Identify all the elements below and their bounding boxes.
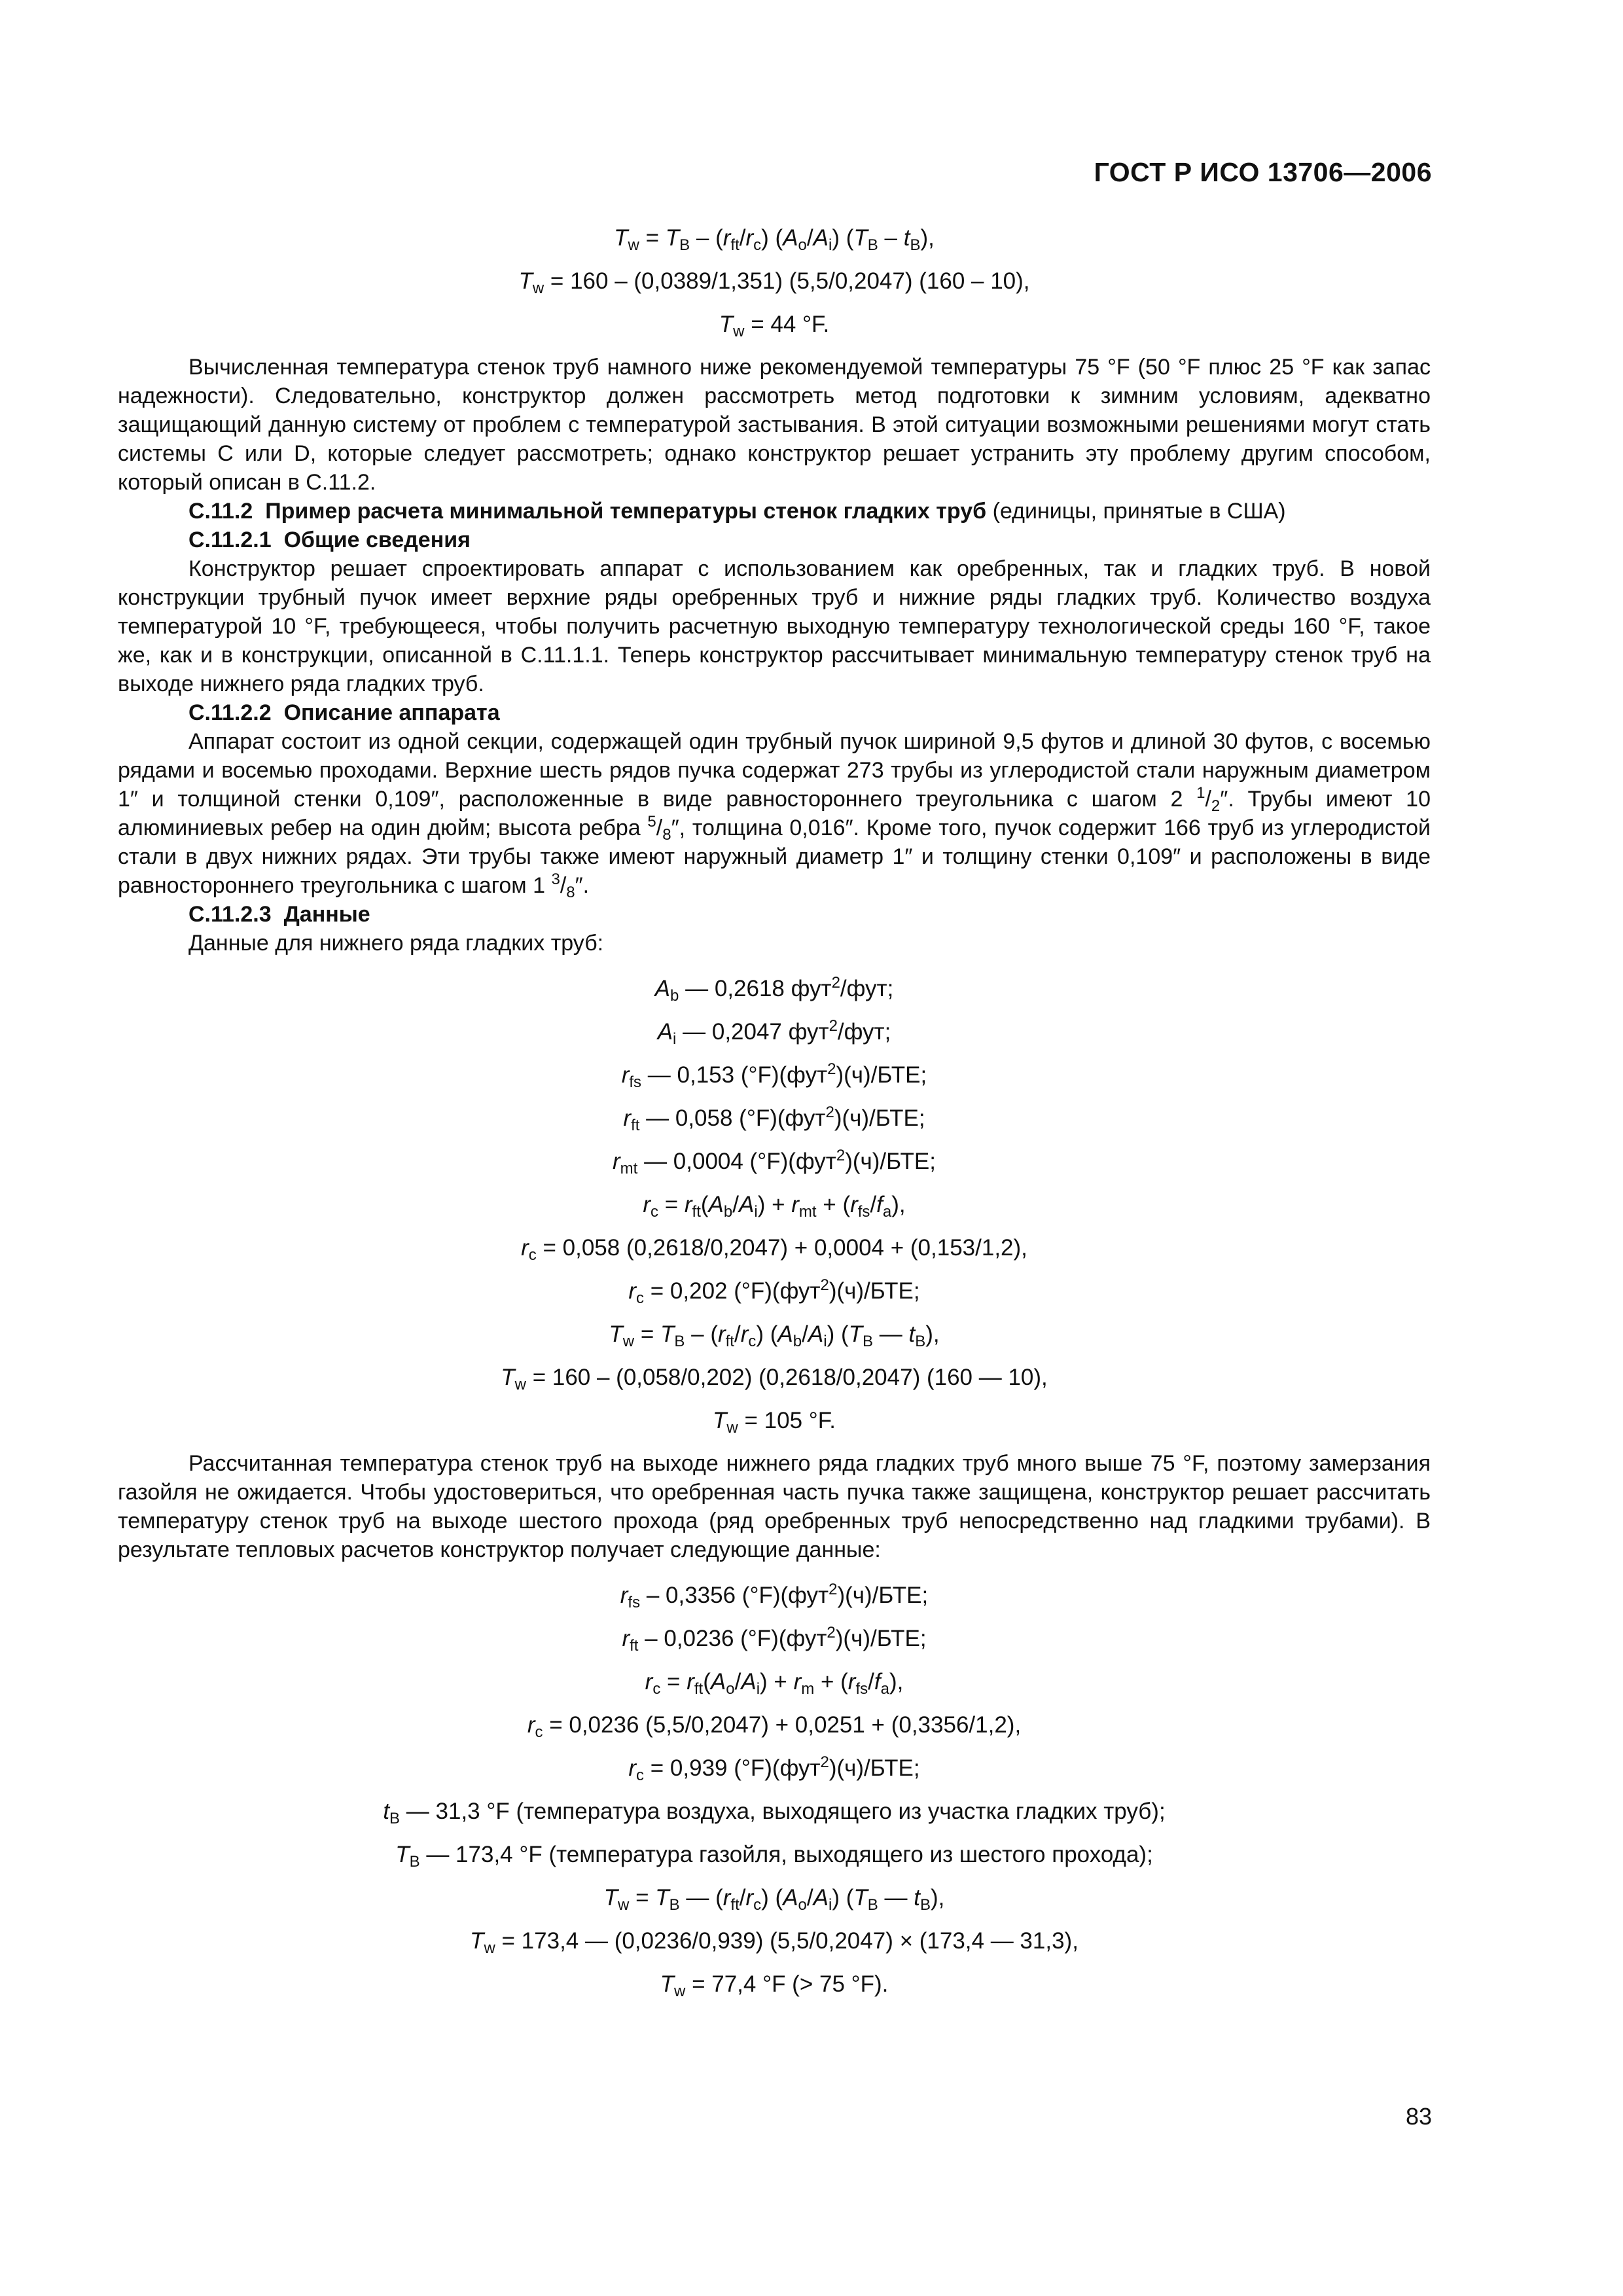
section-heading-c1121: С.11.2.1 Общие сведения: [188, 528, 471, 552]
formula-rft2: $r_{ft} - 0,0236$ (°F)(фут$^2$)(ч)/БТЕ;: [622, 1624, 927, 1655]
page-content: [118, 216, 1431, 2013]
paragraph-result-discussion: Рассчитанная температура стенок труб на выходе нижнего ряда гладких труб много выше 75 °F, поэтому замерзания газойля не ожидается. Чтобы удостовериться, что оребренная часть пучка также защищена, конструктор решает рассчитать температуру стенок труб на выходе шестого прохода (ряд оребренных труб непосредственно над гладкими трубами). В результате тепловых расчетов конструктор получает следующие данные:: [118, 1451, 1431, 1562]
document-header: ГОСТ Р ИСО 13706—2006: [1094, 157, 1432, 187]
formula-tw-substituted: $T_w = 160 - (0,0389/1,351)$ (5,5/0,2047) (160 – 10),: [518, 268, 1030, 297]
formula-tw2-result: $T_w = 105$ °F.: [713, 1408, 836, 1437]
page-number: 83: [1405, 2103, 1432, 2130]
paragraph-apparatus-description: Аппарат состоит из одной секции, содержащей один трубный пучок шириной 9,5 футов и длиной 30 футов, с восемью рядами и восемью проходами. Верхние шесть рядов пучка содержат 273 трубы из углеродистой стали наружным диаметром 1″ и толщиной стенки 0,109″, расположенные в виде равностороннего треугольника с шагом 2 $^1/_2''$. Трубы имеют 10 алюминиевых ребер на один дюйм; высота ребра $^5/_8''$, толщина 0,016″. Кроме того, пучок содержит 166 труб из углеродистой стали в двух нижних рядах. Эти трубы также имеют наружный диаметр 1″ и толщину стенки 0,109″ и расположены в виде равностороннего треугольника с шагом 1 $^3/_8''$.: [118, 729, 1431, 901]
formula-rc-result: $r_c = 0,202$ (°F)(фут$^2$)(ч)/БТЕ;: [628, 1276, 920, 1307]
section-heading-c112: С.11.2 Пример расчета минимальной температуры стенок гладких труб (единицы, принятые в США): [188, 499, 1286, 524]
paragraph-data-intro: Данные для нижнего ряда гладких труб:: [188, 931, 604, 956]
section-heading-c1122: С.11.2.2 Описание аппарата: [188, 700, 500, 725]
formula-tw2-general: $T_w = T_B - (r_{ft}/r_c)$ $(A_b/A_i)$ ($T_B$ — $t_B$),: [609, 1321, 940, 1350]
formula-tw-general: $T_w = T_B - (r_{ft}/r_c)$ $(A_o/A_i)$ $(T_B - t_B)$,: [614, 225, 935, 254]
formula-rft: $r_{ft}$ — 0,058 (°F)(фут$^2$)(ч)/БТЕ;: [623, 1103, 925, 1134]
section-heading-c1123: С.11.2.3 Данные: [188, 902, 370, 927]
formula-rc-substituted: $r_c = 0,058$ (0,2618/0,2047) + 0,0004 + (0,153/1,2),: [521, 1235, 1027, 1264]
formula-rfs2: $r_{fs} - 0,3356$ (°F)(фут$^2$)(ч)/БТЕ;: [620, 1581, 929, 1611]
formula-tw3-general: $T_w = T_B$ — $(r_{ft}/r_c)$ $(A_o/A_i)$ ($T_B$ — $t_B$),: [603, 1885, 945, 1914]
formula-rc2-general: $r_c = r_{ft}(A_o/A_i) + r_m + (r_{fs}/f_a)$,: [645, 1669, 904, 1698]
paragraph-calculated-temp: Вычисленная температура стенок труб намного ниже рекомендуемой температуры 75 °F (50 °F плюс 25 °F как запас надежности). Следовательно, конструктор должен рассмотреть метод подготовки к зимним условиям, адекватно защищающий данную систему от проблем с температурой застывания. В этой ситуации возможными решениями могут стать системы C или D, которые следует рассмотреть; однако конструктор решает устранить эту проблему другим способом, который описан в С.11.2.: [118, 355, 1431, 495]
formula-rc2-substituted: $r_c = 0,0236$ (5,5/0,2047) + 0,0251 + (0,3356/1,2),: [527, 1712, 1022, 1741]
formula-tw-result: $T_w = 44$ °F.: [719, 312, 830, 340]
formula-tw2-substituted: $T_w = 160 - (0,058/0,202)$ (0,2618/0,2047) (160 — 10),: [501, 1365, 1048, 1393]
paragraph-general-info: Конструктор решает спроектировать аппарат с использованием как оребренных, так и гладких труб. В новой конструкции трубный пучок имеет верхние ряды оребренных труб и нижние ряды гладких труб. Количество воздуха температурой 10 °F, требующееся, чтобы получить расчетную выходную температуру технологической среды 160 °F, такое же, как и в конструкции, описанной в С.11.1.1. Теперь конструктор рассчитывает минимальную температуру стенок труб на выходе нижнего ряда гладких труб.: [118, 556, 1431, 696]
formula-rc-general: $r_c = r_{ft}(A_b/A_i) + r_{mt} + (r_{fs}/f_a)$,: [643, 1192, 906, 1221]
formula-tw3-substituted: $T_w = 173,4$ — (0,0236/0,939) (5,5/0,2047) × (173,4 — 31,3),: [470, 1928, 1079, 1957]
formula-ab: $A_b$ — 0,2618 фут$^2$/фут;: [654, 974, 894, 1005]
formula-tb-upper: $T_B$ — 173,4 °F (температура газойля, выходящего из шестого прохода);: [395, 1842, 1153, 1871]
formula-rc2-result: $r_c = 0,939$ (°F)(фут$^2$)(ч)/БТЕ;: [628, 1753, 920, 1784]
formula-tb-lower: $t_B$ — 31,3 °F (температура воздуха, выходящего из участка гладких труб);: [383, 1799, 1166, 1827]
formula-ai: $A_i$ — 0,2047 фут$^2$/фут;: [657, 1017, 891, 1048]
formula-tw3-result: $T_w = 77,4$ °F (> 75 °F).: [660, 1971, 889, 2000]
formula-rmt: $r_{mt}$ — 0,0004 (°F)(фут$^2$)(ч)/БТЕ;: [613, 1147, 936, 1177]
formula-rfs: $r_{fs}$ — 0,153 (°F)(фут$^2$)(ч)/БТЕ;: [621, 1060, 927, 1091]
